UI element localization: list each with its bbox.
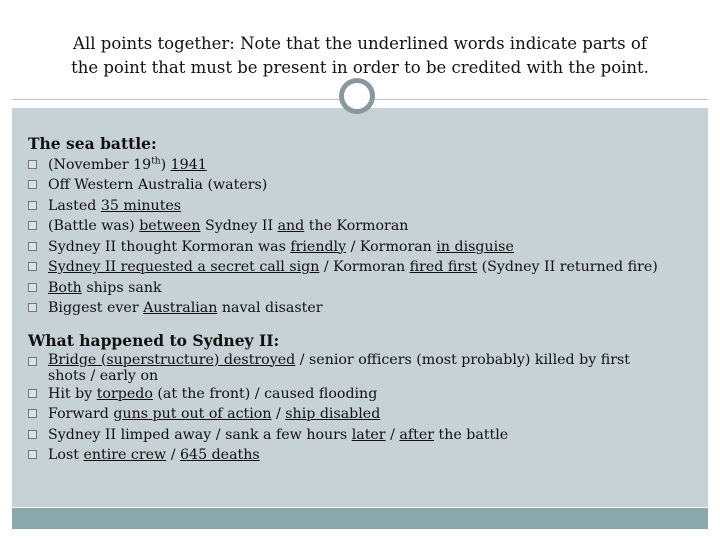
checkbox-bullet-icon [28, 430, 37, 439]
checkbox-bullet-icon [28, 180, 37, 189]
checkbox-bullet-icon [28, 450, 37, 459]
list-item: Lasted 35 minutes [28, 196, 698, 217]
checkbox-bullet-icon [28, 357, 37, 366]
checkbox-bullet-icon [28, 160, 37, 169]
slide-title [12, 32, 708, 80]
checkbox-bullet-icon [28, 303, 37, 312]
footer-bar [12, 508, 708, 529]
list-item: Forward guns put out of action / ship disabled [28, 404, 698, 425]
checkbox-bullet-icon [28, 221, 37, 230]
checkbox-bullet-icon [28, 283, 37, 292]
list-item: Off Western Australia (waters) [28, 175, 698, 196]
sea-battle-list [28, 155, 698, 319]
divider-circle-ornament [339, 78, 375, 114]
sydney-list [28, 352, 698, 466]
sydney-section [28, 331, 698, 466]
checkbox-bullet-icon [28, 262, 37, 271]
list-item: Hit by torpedo (at the front) / caused flooding [28, 384, 698, 405]
list-item: Sydney II thought Kormoran was friendly / Kormoran in disguise [28, 237, 698, 258]
checkbox-bullet-icon [28, 389, 37, 398]
list-item: Both ships sank [28, 278, 698, 299]
checkbox-bullet-icon [28, 201, 37, 210]
list-item: Biggest ever Australian naval disaster [28, 298, 698, 319]
sea-battle-section [28, 134, 698, 319]
list-item: Sydney II requested a secret call sign / Kormoran fired first (Sydney II returned fire) [28, 257, 698, 278]
content-area [12, 108, 708, 507]
sea-battle-heading: The sea battle: [28, 134, 157, 153]
checkbox-bullet-icon [28, 409, 37, 418]
list-item: Bridge (superstructure) destroyed / senior officers (most probably) killed by first shots / early on [28, 352, 698, 384]
title-line-2: the point that must be present in order to be credited with the point. [71, 58, 649, 77]
title-line-1: All points together: Note that the underlined words indicate parts of [73, 34, 647, 53]
slide [12, 10, 708, 531]
sydney-heading: What happened to Sydney II: [28, 331, 280, 350]
checkbox-bullet-icon [28, 242, 37, 251]
list-item: Sydney II limped away / sank a few hours later / after the battle [28, 425, 698, 446]
list-item: (November 19th) 1941 [28, 155, 698, 176]
list-item: Lost entire crew / 645 deaths [28, 445, 698, 466]
list-item: (Battle was) between Sydney II and the Kormoran [28, 216, 698, 237]
